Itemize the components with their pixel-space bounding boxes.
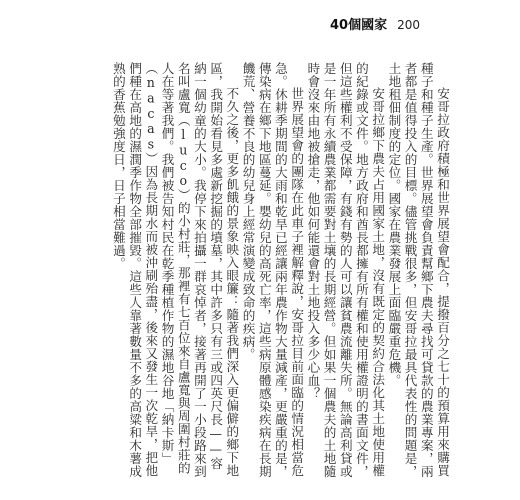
paragraph-2: 安哥拉鄉下農夫占用國家土地，沒有既定的契約合法化其土地使用權的紀錄或文件。地方政府和酋長都擁有所有權和使用權證明的書面文件，但這些權利不受保障，有錢有勢的人可以讓貧農流離失所。無論高利貸或是一年所有永續農業都需要對土壤的長期經營。但如果一個農夫的土地隨時會沒來由地被搶走，他如何能還會對土地投入多少心血？ [305,62,386,478]
vertical-body-text [110,62,450,482]
paragraph-3: 世界展望會的團隊在此車子裡解釋說，安哥拉目前面臨的情況相當危急。休耕季期間的大雨和乾旱已經讓兩年農作物大量減產，更嚴重的是，傳染病在鄉下地區蔓延。嬰幼兒的高死亡率，這些病原體感染疾病在長期饑荒、營養不良的幼兒身上經常演變成致命的疾病。 [240,62,305,478]
page-number: 200 [397,18,420,32]
paragraph-4: 不久之後，更多飢餓的景象映入眼簾：隨著我們深入更偏僻的鄉下地區，我開始看見多處新挖掘的墳墓，其中許多只有三或四英尺長——容納一個幼童的大小。我停下來拍攝一群哀悼者，接著再開了一小段路來到名叫盧寬（luco）的小村莊，那裡有七百位來自盧寬與周圍村莊的人在等著我們。我們被告知村民在乾季種植作物的濕地谷地「納卡斯」（nacas）因為長期水而被沖刷殆盡，後來又發生一次乾旱，把他們種在高地的濕潤季作物全部摧毀。這些人靠著數量不多的高粱和木薯成熟的香蕉勉強度日，日子相當難過。 [110,62,240,478]
running-head-title: 40個國家 [330,18,388,33]
paragraph-1: 安哥拉政府積極和世界展望會配合，提撥百分之七十的預算用來購買種子和種子生產。世界展望會負責幫鄉下農夫尋找可貸款的農業專案，兩者都是值得投入的目標。儘管挑戰很多，但安哥拉最具代表性的問題是，土地租佃制度的定位。國家在農業發展上面臨嚴重危機。 [386,62,450,478]
page-header [330,14,420,33]
